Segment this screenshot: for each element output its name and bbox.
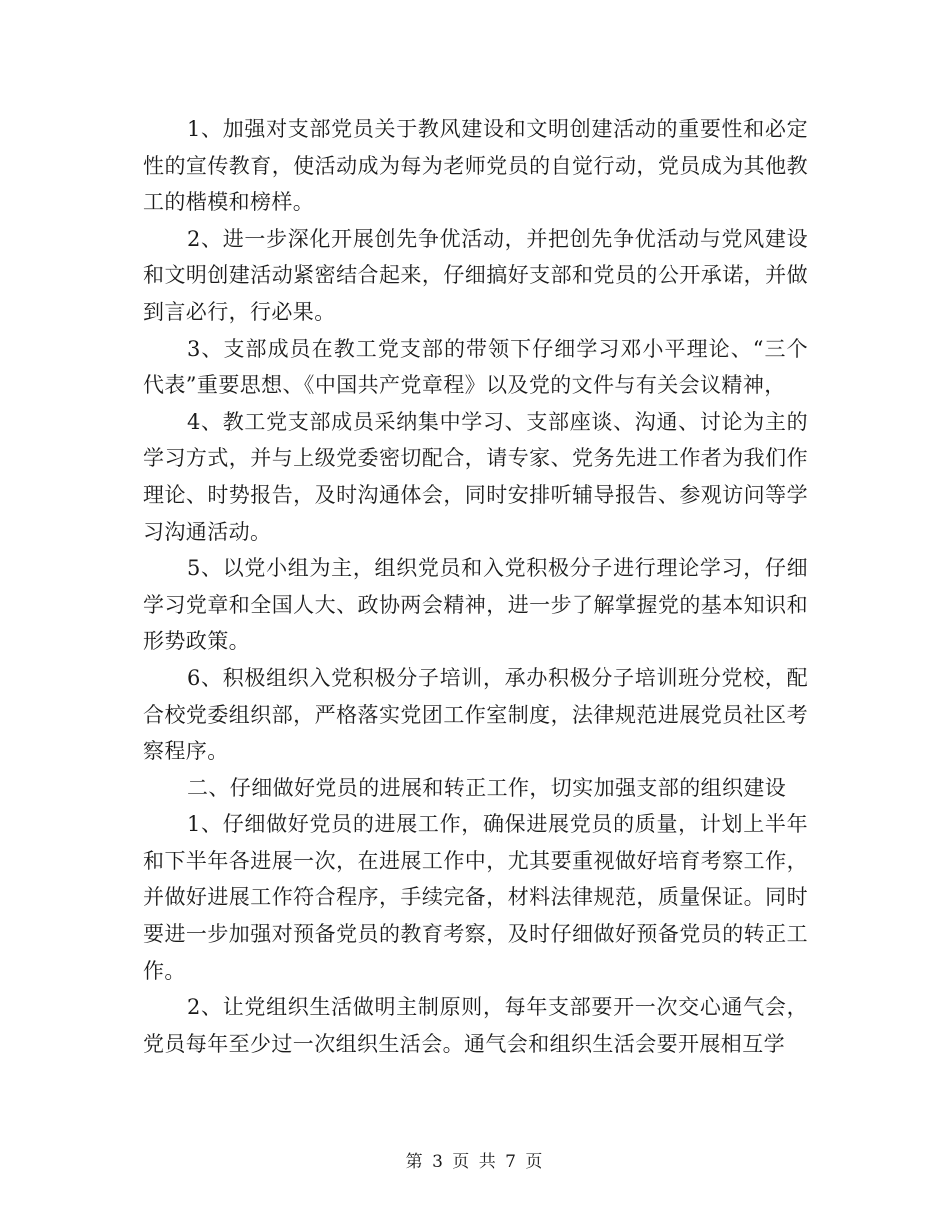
paragraph-3: 3、支部成员在教工党支部的带领下仔细学习邓小平理论、“三个代表”重要思想、《中国共产党章程》以及党的文件与有关会议精神，: [143, 336, 808, 398]
paragraph-8: 2、让党组织生活做明主制原则，每年支部要开一次交心通气会，党员每年至少过一次组织生活会。通气会和组织生活会要开展相互学: [143, 995, 808, 1056]
section-heading: 二、仔细做好党员的进展和转正工作，切实加强支部的组织建设: [187, 775, 787, 800]
paragraph-1: 1、加强对支部党员关于教风建设和文明创建活动的重要性和必定性的宣传教育，使活动成为每为老师党员的自觉行动，党员成为其他教工的楷模和榜样。: [143, 117, 808, 215]
page-footer: 第 3 页 共 7 页: [405, 1152, 545, 1172]
document-body: [143, 111, 808, 1062]
paragraph-7: 1、仔细做好党员的进展工作，确保进展党员的质量，计划上半年和下半年各进展一次，在进展工作中，尤其要重视做好培育考察工作，并做好进展工作符合程序，手续完备，材料法律规范，质量保证。同时要进一步加强对预备党员的教育考察，及时仔细做好预备党员的转正工作。: [143, 812, 808, 983]
paragraph-4: 4、教工党支部成员采纳集中学习、支部座谈、沟通、讨论为主的学习方式，并与上级党委密切配合，请专家、党务先进工作者为我们作理论、时势报告，及时沟通体会，同时安排听辅导报告、参观访问等学习沟通活动。: [143, 409, 808, 544]
paragraph-2: 2、进一步深化开展创先争优活动，并把创先争优活动与党风建设和文明创建活动紧密结合起来，仔细搞好支部和党员的公开承诺，并做到言必行，行必果。: [143, 226, 808, 324]
paragraph-5: 5、以党小组为主，组织党员和入党积极分子进行理论学习，仔细学习党章和全国人大、政协两会精神，进一步了解掌握党的基本知识和形势政策。: [143, 556, 808, 654]
paragraph-6: 6、积极组织入党积极分子培训，承办积极分子培训班分党校，配合校党委组织部，严格落实党团工作室制度，法律规范进展党员社区考察程序。: [143, 665, 808, 764]
